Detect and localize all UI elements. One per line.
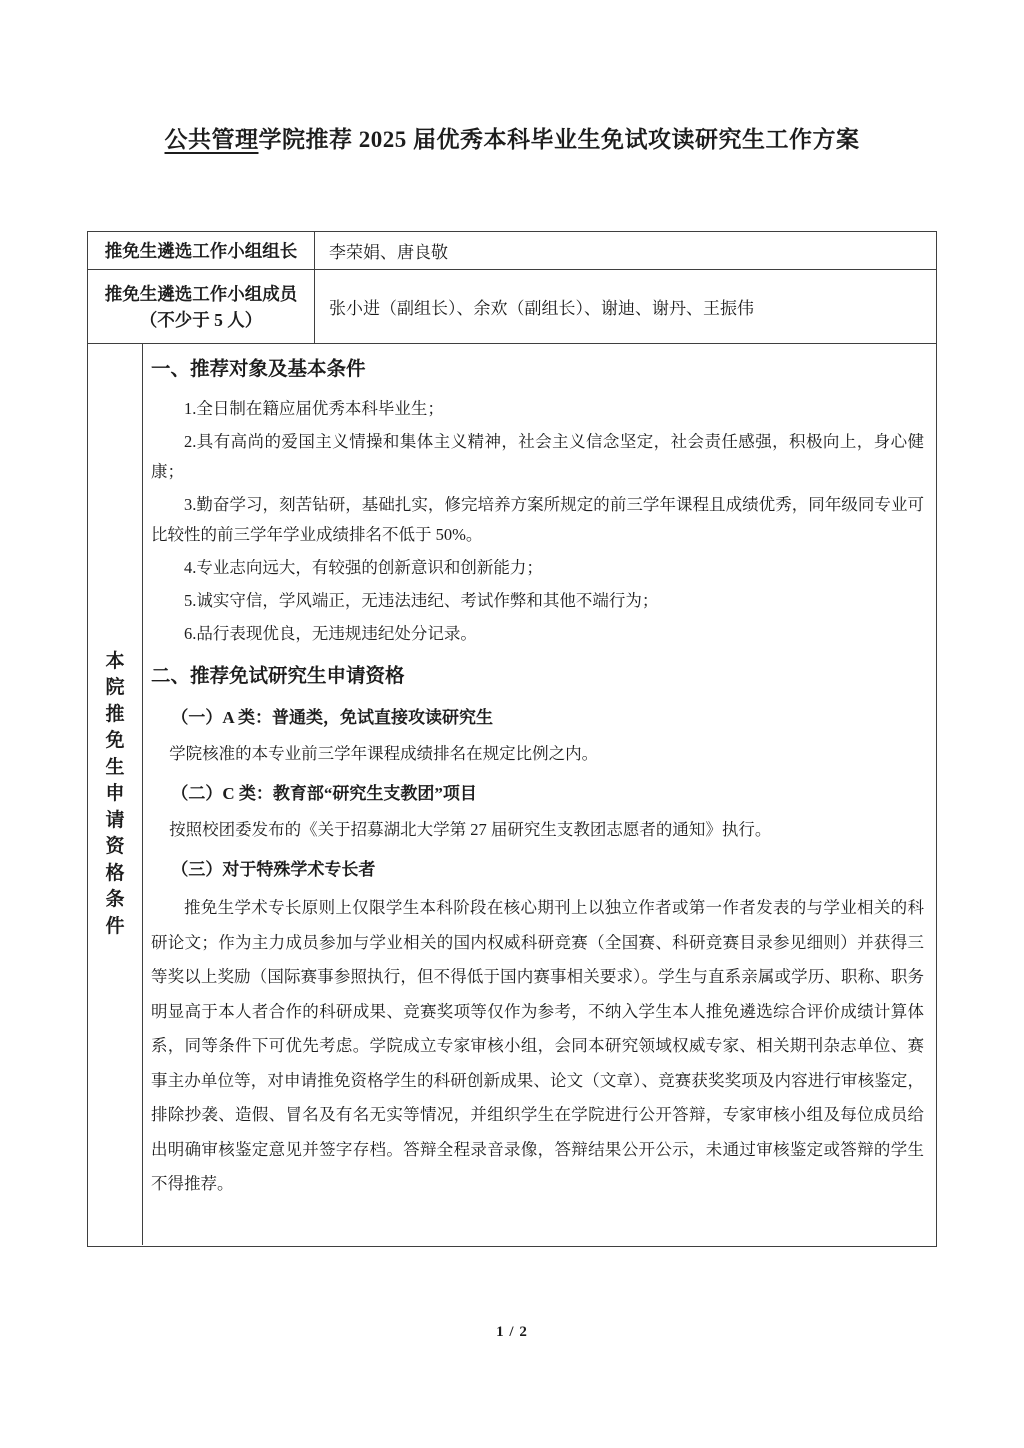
section-1-heading: 一、推荐对象及基本条件: [151, 359, 366, 380]
subsection-b-heading: （二）C 类：教育部“研究生支教团”项目: [171, 784, 477, 803]
condition-item: 3.勤奋学习，刻苦钻研，基础扎实，修完培养方案所规定的前三学年课程且成绩优秀，同年级同专业可比较性的前三学年学业成绩排名不低于 50%。: [151, 495, 924, 544]
title-underlined-part: 公共管理: [164, 127, 259, 152]
page-title: [0, 121, 1024, 154]
leader-value: 李荣娟、唐良敬: [329, 243, 448, 262]
subsection-a-heading: （一）A 类：普通类，免试直接攻读研究生: [171, 708, 493, 727]
page-number: 1 / 2: [496, 1324, 528, 1340]
title-rest: 学院推荐 2025 届优秀本科毕业生免试攻读研究生工作方案: [258, 127, 860, 152]
condition-item: 6.品行表现优良，无违规违纪处分记录。: [184, 624, 477, 643]
leader-label: 推免生遴选工作小组组长: [104, 240, 298, 261]
subsection-b-body: 按照校团委发布的《关于招募湖北大学第 27 届研究生支教团志愿者的通知》执行。: [169, 820, 772, 839]
members-label-line1: 推免生遴选工作小组成员: [104, 283, 298, 304]
subsection-c-heading: （三）对于特殊学术专长者: [171, 860, 376, 879]
recommendation-table: [87, 231, 937, 1247]
table-row: [88, 232, 936, 270]
condition-item: 4.专业志向远大，有较强的创新意识和创新能力；: [184, 558, 543, 577]
members-label-line2: （不少于 5 人）: [139, 309, 263, 330]
subsection-c-body: 推免生学术专长原则上仅限学生本科阶段在核心期刊上以独立作者或第一作者发表的与学业相关的科研论文；作为主力成员参加与学业相关的国内权威科研竞赛（全国赛、科研竞赛目录参见细则）并获得三等奖以上奖励（国际赛事参照执行，但不得低于国内赛事相关要求）。学生与直系亲属或学历、职称、职务明显高于本人者合作的科研成果、竞赛奖项等仅作为参考，不纳入学生本人推免遴选综合评价成绩计算体系，同等条件下可优先考虑。学院成立专家审核小组，会同本研究领域权威专家、相关期刊杂志单位、赛事主办单位等，对申请推免资格学生的科研创新成果、论文（文章）、竞赛获奖奖项及内容进行审核鉴定，排除抄袭、造假、冒名及有名无实等情况，并组织学生在学院进行公开答辩，专家审核小组及每位成员给出明确审核鉴定意见并签字存档。答辩全程录音录像，答辩结果公开公示，未通过审核鉴定或答辩的学生不得推荐。: [151, 898, 924, 1193]
side-label-cell: [88, 344, 143, 1245]
vertical-side-label: 本院推免生申请资格条件: [105, 650, 125, 937]
section-2-heading: 二、推荐免试研究生申请资格: [151, 666, 405, 687]
table-row: [88, 270, 936, 344]
members-value-cell: [315, 270, 936, 344]
members-value: 张小进（副组长）、余欢（副组长）、谢迪、谢丹、王振伟: [329, 299, 754, 318]
leader-value-cell: [315, 232, 936, 270]
table-row: [88, 344, 936, 1245]
condition-item: 1.全日制在籍应届优秀本科毕业生；: [184, 399, 444, 418]
members-label-cell: [88, 270, 315, 344]
leader-label-cell: [88, 232, 315, 270]
subsection-a-body: 学院核准的本专业前三学年课程成绩排名在规定比例之内。: [169, 744, 599, 763]
conditions-content-cell: [143, 344, 936, 1245]
condition-item: 5.诚实守信，学风端正，无违法违纪、考试作弊和其他不端行为；: [184, 591, 659, 610]
condition-item: 2.具有高尚的爱国主义情操和集体主义精神，社会主义信念坚定，社会责任感强，积极向上，身心健康；: [151, 432, 924, 481]
